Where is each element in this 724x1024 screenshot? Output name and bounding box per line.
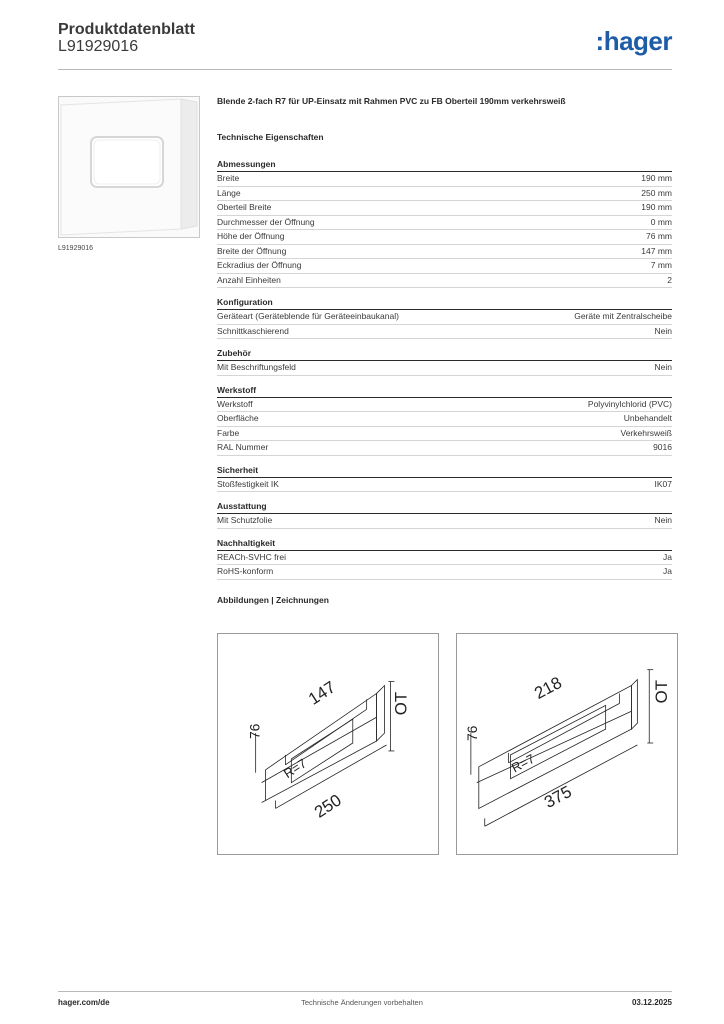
section-title: Nachhaltigkeit	[217, 538, 672, 551]
property-label: REACh-SVHC frei	[217, 551, 286, 562]
property-label: Mit Schutzfolie	[217, 515, 273, 525]
property-value: Geräte mit Zentralscheibe	[574, 311, 672, 321]
property-value: 9016	[653, 442, 672, 452]
property-value: 250 mm	[641, 187, 672, 198]
property-label: Durchmesser der Öffnung	[217, 216, 315, 227]
property-row	[217, 478, 672, 493]
property-value: 147 mm	[641, 245, 672, 256]
property-label: RoHS-konform	[217, 566, 274, 576]
dim-opening-width: 218	[531, 672, 565, 703]
property-value: 190 mm	[641, 173, 672, 183]
figures-heading: Abbildungen | Zeichnungen	[217, 594, 329, 605]
dim-corner-radius: R=7	[508, 750, 538, 776]
section-title: Zubehör	[217, 348, 672, 361]
property-label: Stoßfestigkeit IK	[217, 478, 279, 489]
property-row	[217, 325, 672, 340]
dim-top-part: OT	[391, 691, 411, 716]
footer-date: 03.12.2025	[631, 998, 672, 1007]
footer-note: Technische Änderungen vorbehalten	[301, 998, 423, 1007]
section-nachhaltigkeit	[217, 538, 672, 580]
hager-logo: :hager	[595, 26, 672, 56]
footer-website: hager.com/de	[58, 998, 110, 1007]
section-title: Sicherheit	[217, 465, 672, 478]
property-value: Verkehrsweiß	[620, 427, 672, 438]
property-row	[217, 310, 672, 325]
header-divider	[58, 69, 672, 70]
section-ausstattung	[217, 501, 672, 529]
frame-outline	[266, 693, 377, 800]
product-details	[217, 96, 672, 605]
property-label: Farbe	[217, 427, 240, 438]
section-werkstoff	[217, 385, 672, 456]
property-row	[217, 201, 672, 216]
property-label: Mit Beschriftungsfeld	[217, 362, 296, 372]
section-title: Ausstattung	[217, 501, 672, 514]
property-label: Werkstoff	[217, 398, 253, 409]
property-value: Unbehandelt	[623, 413, 672, 423]
property-row	[217, 245, 672, 260]
frame-side	[631, 680, 637, 730]
property-label: Geräteart (Geräteblende für Geräteeinbaukanal)	[217, 311, 399, 321]
product-description: Blende 2-fach R7 für UP-Einsatz mit Rahmen PVC zu FB Oberteil 190mm verkehrsweiß	[217, 96, 566, 106]
dim-corner-radius: R=7	[280, 755, 310, 782]
property-value: IK07	[654, 478, 672, 489]
footer-divider	[58, 991, 672, 992]
property-row	[217, 172, 672, 187]
property-row	[217, 565, 672, 580]
property-row	[217, 230, 672, 245]
section-sicherheit	[217, 465, 672, 493]
property-value: Nein	[654, 515, 672, 525]
page-title: Produktdatenblatt	[58, 21, 195, 38]
section-konfiguration	[217, 297, 672, 339]
drawing-svg	[218, 634, 438, 854]
technical-drawing-1	[217, 633, 439, 855]
property-label: Oberteil Breite	[217, 202, 272, 212]
frame-side	[377, 686, 385, 741]
property-value: Nein	[654, 325, 672, 336]
property-row	[217, 216, 672, 231]
technical-properties-heading: Technische Eigenschaften	[217, 132, 324, 142]
property-value: Nein	[654, 362, 672, 372]
property-label: Eckradius der Öffnung	[217, 260, 302, 270]
frame-illustration	[59, 97, 199, 237]
property-value: 7 mm	[650, 260, 672, 270]
property-label: Breite	[217, 173, 240, 183]
property-row	[217, 551, 672, 566]
property-value: Ja	[663, 551, 672, 562]
property-row	[217, 259, 672, 274]
dim-length: 375	[541, 781, 575, 812]
property-value: Polyvinylchlorid (PVC)	[587, 398, 672, 409]
property-row	[217, 441, 672, 456]
property-label: Breite der Öffnung	[217, 245, 287, 256]
dim-opening-height: 76	[463, 725, 480, 742]
property-row	[217, 274, 672, 289]
dim-opening-width: 147	[304, 677, 339, 709]
property-label: Länge	[217, 187, 241, 198]
property-value: 190 mm	[641, 202, 672, 212]
section-abmessungen	[217, 159, 672, 288]
dim-length: 250	[310, 790, 345, 822]
product-image-caption: L91929016	[58, 245, 94, 252]
property-row	[217, 427, 672, 442]
property-row	[217, 187, 672, 202]
section-title: Werkstoff	[217, 385, 672, 398]
property-label: Schnittkaschierend	[217, 325, 289, 336]
property-row	[217, 514, 672, 529]
property-row	[217, 412, 672, 427]
property-value: Ja	[663, 566, 672, 576]
section-zubehoer	[217, 348, 672, 376]
property-value: 76 mm	[646, 231, 672, 241]
drawing-svg	[457, 634, 677, 854]
product-image	[58, 96, 200, 238]
property-value: 0 mm	[650, 216, 672, 227]
section-title: Abmessungen	[217, 159, 672, 172]
article-number: L91929016	[58, 38, 139, 55]
technical-drawing-2	[456, 633, 678, 855]
property-label: RAL Nummer	[217, 442, 269, 452]
dim-opening-height: 76	[246, 723, 263, 740]
section-title: Konfiguration	[217, 297, 672, 310]
property-label: Anzahl Einheiten	[217, 274, 281, 285]
property-label: Oberfläche	[217, 413, 259, 423]
property-row	[217, 361, 672, 376]
dim-top-part: OT	[652, 679, 672, 704]
property-row	[217, 398, 672, 413]
property-label: Höhe der Öffnung	[217, 231, 285, 241]
property-value: 2	[667, 274, 672, 285]
